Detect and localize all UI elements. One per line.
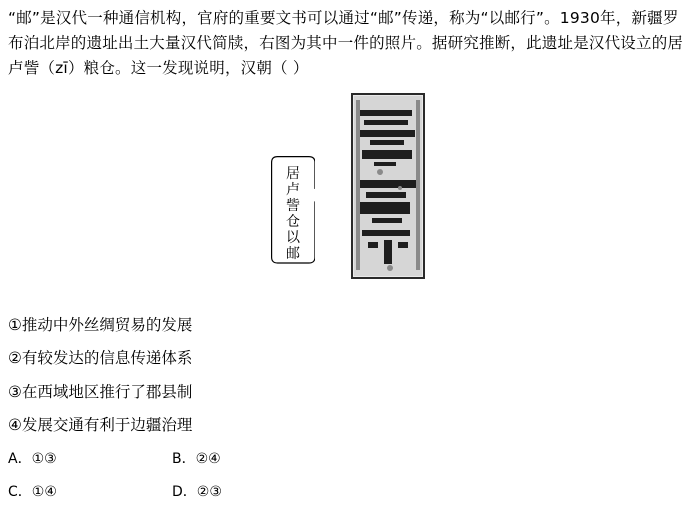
statement-4: ④发展交通有利于边疆治理 (8, 416, 193, 434)
choice-b[interactable] (172, 448, 221, 470)
choice-c-letter: C． (8, 484, 32, 500)
statement-2: ②有较发达的信息传递体系 (8, 349, 193, 367)
choice-b-letter: B． (172, 451, 196, 467)
statement-1: ①推动中外丝绸贸易的发展 (8, 316, 193, 334)
statement-3: ③在西域地区推行了郡县制 (8, 383, 193, 401)
choice-d-value: ②③ (196, 484, 222, 500)
choice-c-value: ①④ (31, 484, 57, 500)
choice-a-value: ①③ (31, 451, 57, 467)
choice-a-letter: A． (8, 451, 32, 467)
choice-d[interactable] (172, 481, 222, 503)
choice-d-letter: D． (172, 484, 197, 500)
bamboo-slip-figure (268, 90, 438, 285)
bamboo-slip-photo (350, 92, 426, 280)
choice-c[interactable] (8, 481, 57, 503)
choice-a[interactable] (8, 448, 57, 470)
choice-b-value: ②④ (195, 451, 221, 467)
bubble-caption: 居卢訾仓以邮 (286, 166, 300, 262)
question-stem: “邮”是汉代一种通信机构，官府的重要文书可以通过“邮”传递，称为“以邮行”。1930年，新疆罗布泊北岸的遗址出土大量汉代简牍，右图为其中一件的照片。据研究推断，此遗址是汉代设立的居卢訾（zī）粮仓。这一发现说明，汉朝（ ） (8, 9, 684, 77)
